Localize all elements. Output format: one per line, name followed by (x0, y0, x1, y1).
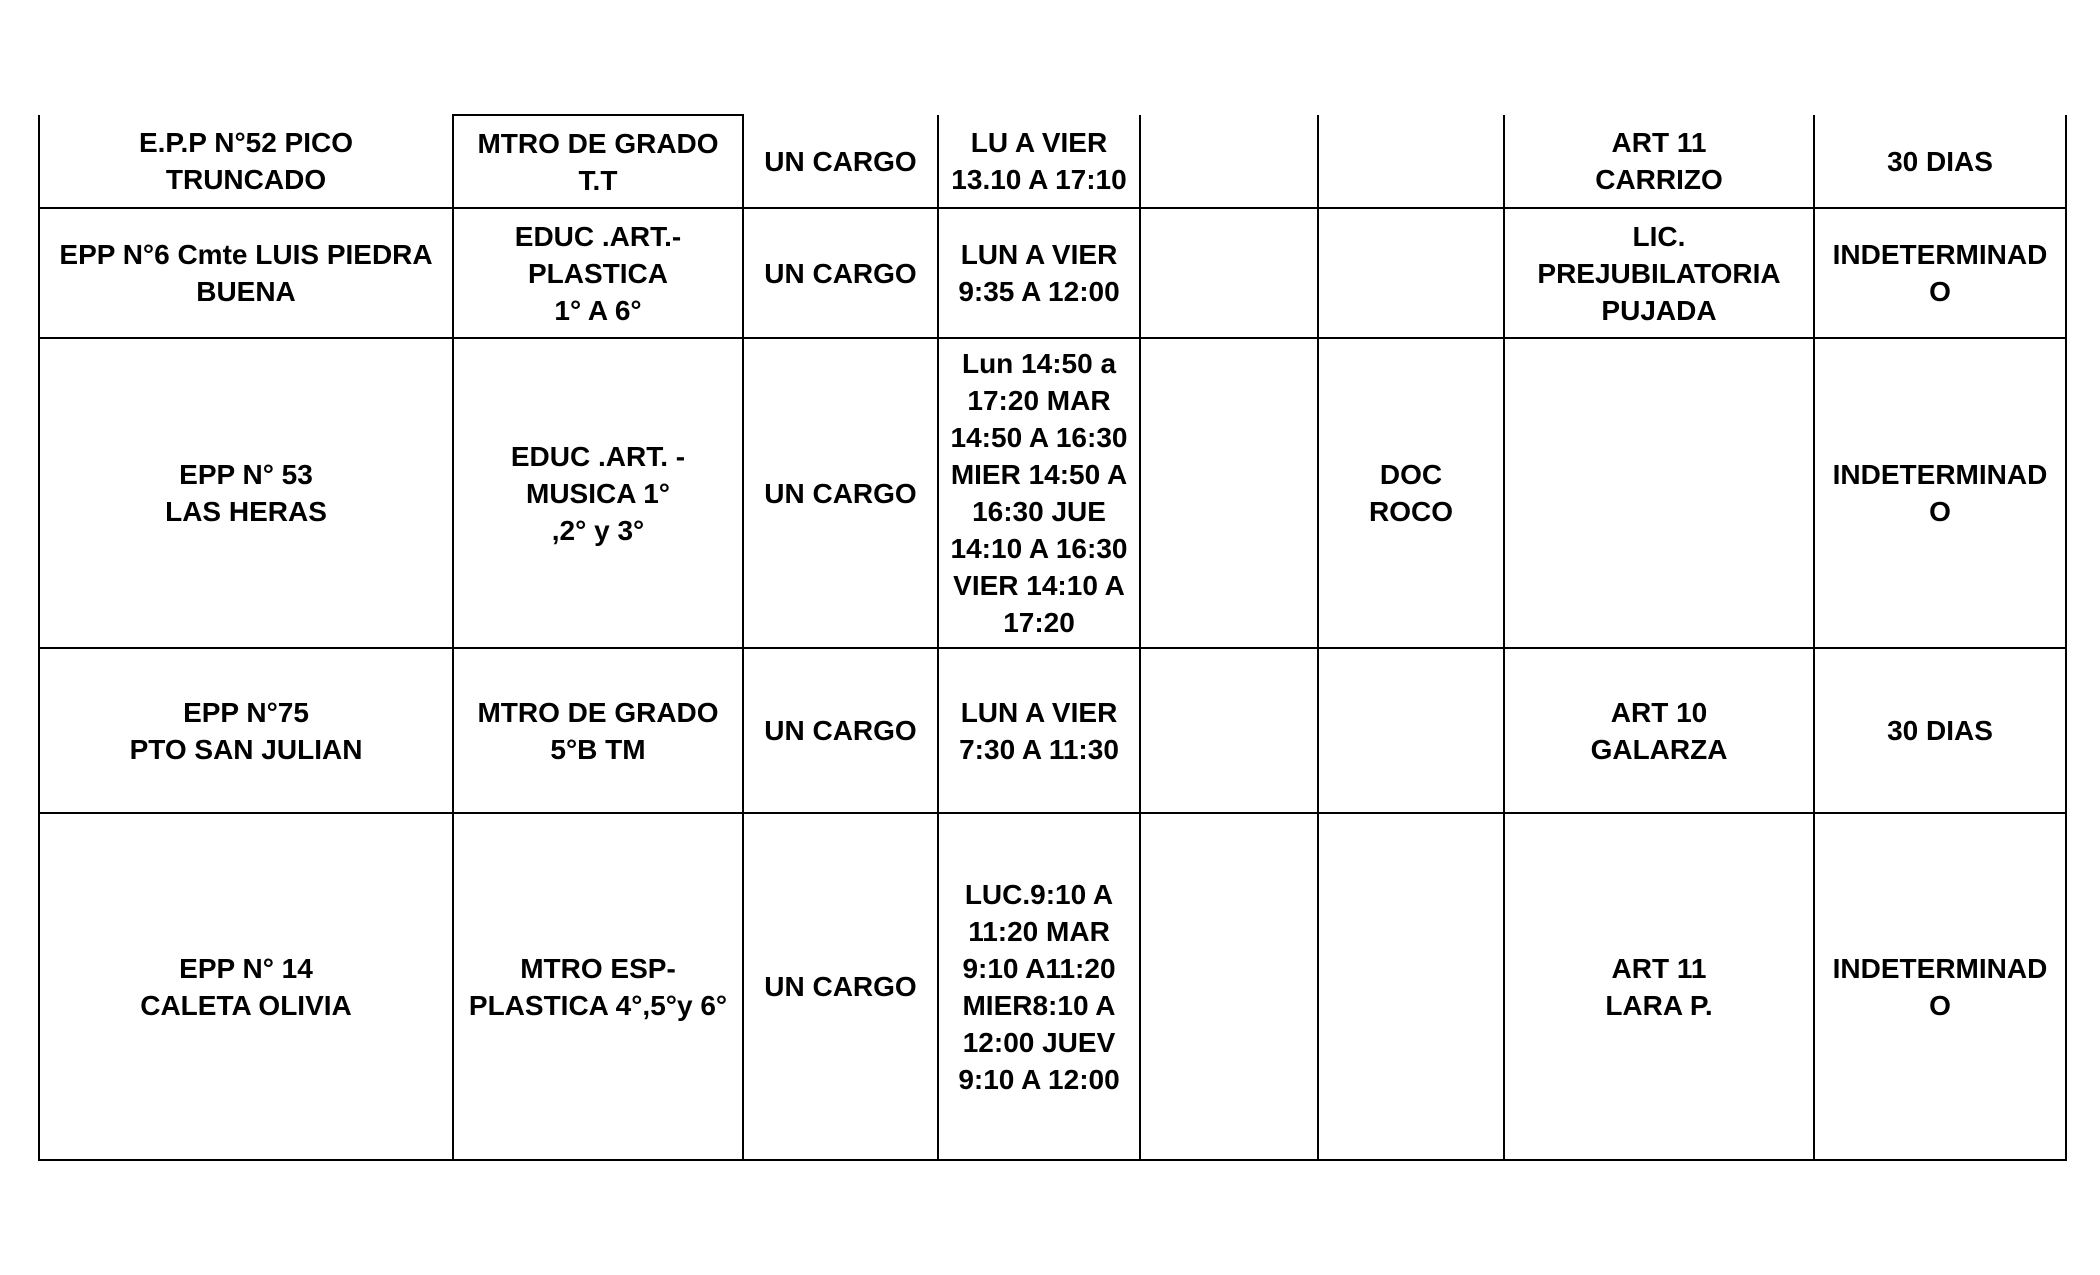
load-cell: UN CARGO (743, 813, 938, 1160)
substitute-cell (1318, 115, 1504, 208)
reason-cell: ART 11 CARRIZO (1504, 115, 1814, 208)
table-row (39, 813, 2066, 1160)
reason-cell: ART 10 GALARZA (1504, 648, 1814, 813)
schedule-cell: Lun 14:50 a 17:20 MAR 14:50 A 16:30 MIER 14:50 A 16:30 JUE 14:10 A 16:30 VIER 14:10 A 17:20 (938, 338, 1140, 648)
reason-cell: LIC. PREJUBILATORIA PUJADA (1504, 208, 1814, 338)
empty-cell (1140, 115, 1318, 208)
schedule-cell: LUN A VIER 7:30 A 11:30 (938, 648, 1140, 813)
substitute-cell (1318, 813, 1504, 1160)
duration-cell: 30 DIAS (1814, 648, 2066, 813)
schedule-cell: LUN A VIER 9:35 A 12:00 (938, 208, 1140, 338)
reason-cell: ART 11 LARA P. (1504, 813, 1814, 1160)
position-cell: EDUC .ART. - MUSICA 1° ,2° y 3° (453, 338, 743, 648)
duration-cell: INDETERMINAD O (1814, 813, 2066, 1160)
school-cell: E.P.P N°52 PICO TRUNCADO (39, 115, 453, 208)
table-row (39, 648, 2066, 813)
vacancy-table (38, 114, 2067, 1161)
table-row (39, 208, 2066, 338)
position-cell: MTRO ESP- PLASTICA 4°,5°y 6° (453, 813, 743, 1160)
school-cell: EPP N°75 PTO SAN JULIAN (39, 648, 453, 813)
substitute-cell: DOC ROCO (1318, 338, 1504, 648)
table-row (39, 338, 2066, 648)
position-cell: MTRO DE GRADO 5°B TM (453, 648, 743, 813)
empty-cell (1140, 813, 1318, 1160)
position-cell: EDUC .ART.- PLASTICA 1° A 6° (453, 208, 743, 338)
school-cell: EPP N°6 Cmte LUIS PIEDRA BUENA (39, 208, 453, 338)
schedule-cell: LU A VIER 13.10 A 17:10 (938, 115, 1140, 208)
position-cell: MTRO DE GRADO T.T (453, 115, 743, 208)
duration-cell: INDETERMINAD O (1814, 338, 2066, 648)
empty-cell (1140, 648, 1318, 813)
load-cell: UN CARGO (743, 208, 938, 338)
duration-cell: INDETERMINAD O (1814, 208, 2066, 338)
load-cell: UN CARGO (743, 648, 938, 813)
schedule-cell: LUC.9:10 A 11:20 MAR 9:10 A11:20 MIER8:10 A 12:00 JUEV 9:10 A 12:00 (938, 813, 1140, 1160)
school-cell: EPP N° 14 CALETA OLIVIA (39, 813, 453, 1160)
table-row (39, 115, 2066, 208)
school-cell: EPP N° 53 LAS HERAS (39, 338, 453, 648)
load-cell: UN CARGO (743, 115, 938, 208)
empty-cell (1140, 208, 1318, 338)
load-cell: UN CARGO (743, 338, 938, 648)
reason-cell (1504, 338, 1814, 648)
empty-cell (1140, 338, 1318, 648)
duration-cell: 30 DIAS (1814, 115, 2066, 208)
substitute-cell (1318, 208, 1504, 338)
substitute-cell (1318, 648, 1504, 813)
